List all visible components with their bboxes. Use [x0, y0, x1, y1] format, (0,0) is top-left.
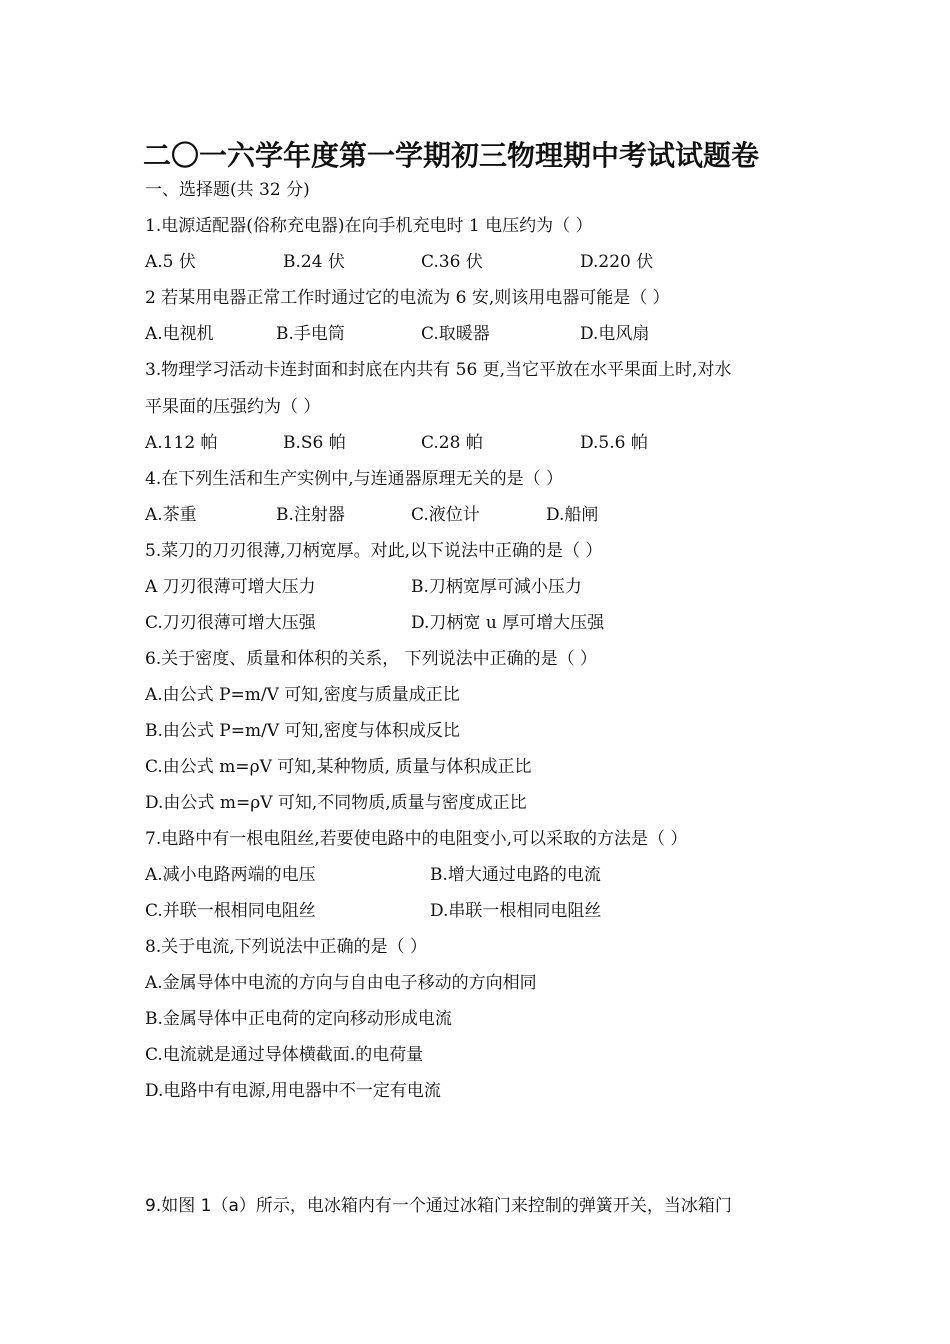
question-7-option-c: C.并联一根相同电阻丝: [145, 901, 316, 921]
question-1-option-a: A.5 伏: [145, 252, 196, 272]
question-8-option-d: D.电路中有电源,用电器中不一定有电流: [145, 1081, 441, 1101]
question-8-option-a: A.金属导体中电流的方向与自由电子移动的方向相同: [145, 973, 537, 993]
question-6-option-a: A.由公式 P=m/V 可知,密度与质量成正比: [145, 685, 460, 705]
question-4-option-a: A.茶重: [145, 505, 197, 525]
question-3-option-d: D.5.6 帕: [580, 433, 648, 453]
question-6-option-b: B.由公式 P=m/V 可知,密度与体积成反比: [145, 721, 460, 741]
question-2-option-c: C.取暖器: [421, 324, 490, 344]
question-1-option-b: B.24 伏: [283, 252, 345, 272]
question-1-stem: 1.电源适配器(俗称充电器)在向手机充电时 1 电压约为（ ）: [145, 216, 593, 236]
question-8-option-c: C.电流就是通过导体横截面.的电荷量: [145, 1045, 424, 1065]
question-4-option-b: B.注射器: [276, 505, 345, 525]
question-5-option-c: C.刀刃很薄可增大压强: [145, 613, 316, 633]
question-5-stem: 5.菜刀的刀刃很薄,刀柄宽厚。对此,以下说法中正确的是（ ）: [145, 541, 603, 561]
question-8-stem: 8.关于电流,下列说法中正确的是（ ）: [145, 937, 428, 957]
question-6-option-d: D.由公式 m=ρV 可知,不同物质,质量与密度成正比: [145, 793, 527, 813]
question-5-option-a: A 刀刃很薄可增大压力: [145, 577, 316, 597]
question-5-option-b: B.刀柄宽厚可減小压力: [411, 577, 582, 597]
question-3-option-b: B.S6 帕: [283, 433, 346, 453]
question-3-stem-line2: 平果面的压强约为（ ）: [145, 397, 321, 417]
question-7-option-a: A.减小电路两端的电压: [145, 865, 316, 885]
question-6-option-c: C.由公式 m=ρV 可知,某种物质, 质量与体积成正比: [145, 757, 532, 777]
question-2-stem: 2 若某用电器正常工作时通过它的电流为 6 安,则该用电器可能是（ ）: [145, 288, 670, 308]
question-8-option-b: B.金属导体中正电荷的定向移动形成电流: [145, 1009, 452, 1029]
question-4-option-d: D.船闸: [546, 505, 599, 525]
question-6-stem: 6.关于密度、质量和体积的关系， 下列说法中正确的是（ ）: [145, 649, 598, 669]
question-2-option-d: D.电风扇: [580, 324, 650, 344]
question-2-option-b: B.手电筒: [276, 324, 345, 344]
question-9-stem: 9.如图 1（a）所示，电冰箱内有一个通过冰箱门来控制的弹簧开关，当冰箱门: [145, 1196, 732, 1216]
question-2-option-a: A.电视机: [145, 324, 214, 344]
question-7-option-b: B.增大通过电路的电流: [430, 865, 601, 885]
question-3-stem-line1: 3.物理学习活动卡连封面和封底在内共有 56 更,当它平放在水平果面上时,对水: [145, 360, 732, 380]
exam-title: 二〇一六学年度第一学期初三物理期中考试试题卷: [143, 139, 760, 172]
question-1-option-d: D.220 伏: [580, 252, 654, 272]
question-4-stem: 4.在下列生活和生产实例中,与连通器原理无关的是（ ）: [145, 469, 564, 489]
question-4-option-c: C.液位计: [411, 505, 480, 525]
question-3-option-c: C.28 帕: [421, 433, 483, 453]
section-heading: 一、选择题(共 32 分): [145, 180, 310, 200]
question-1-option-c: C.36 伏: [421, 252, 483, 272]
question-7-option-d: D.串联一根相同电阻丝: [430, 901, 602, 921]
question-3-option-a: A.112 帕: [145, 433, 218, 453]
question-5-option-d: D.刀柄宽 u 厚可增大压强: [411, 613, 605, 633]
question-7-stem: 7.电路中有一根电阻丝,若要使电路中的电阻变小,可以采取的方法是（ ）: [145, 829, 688, 849]
